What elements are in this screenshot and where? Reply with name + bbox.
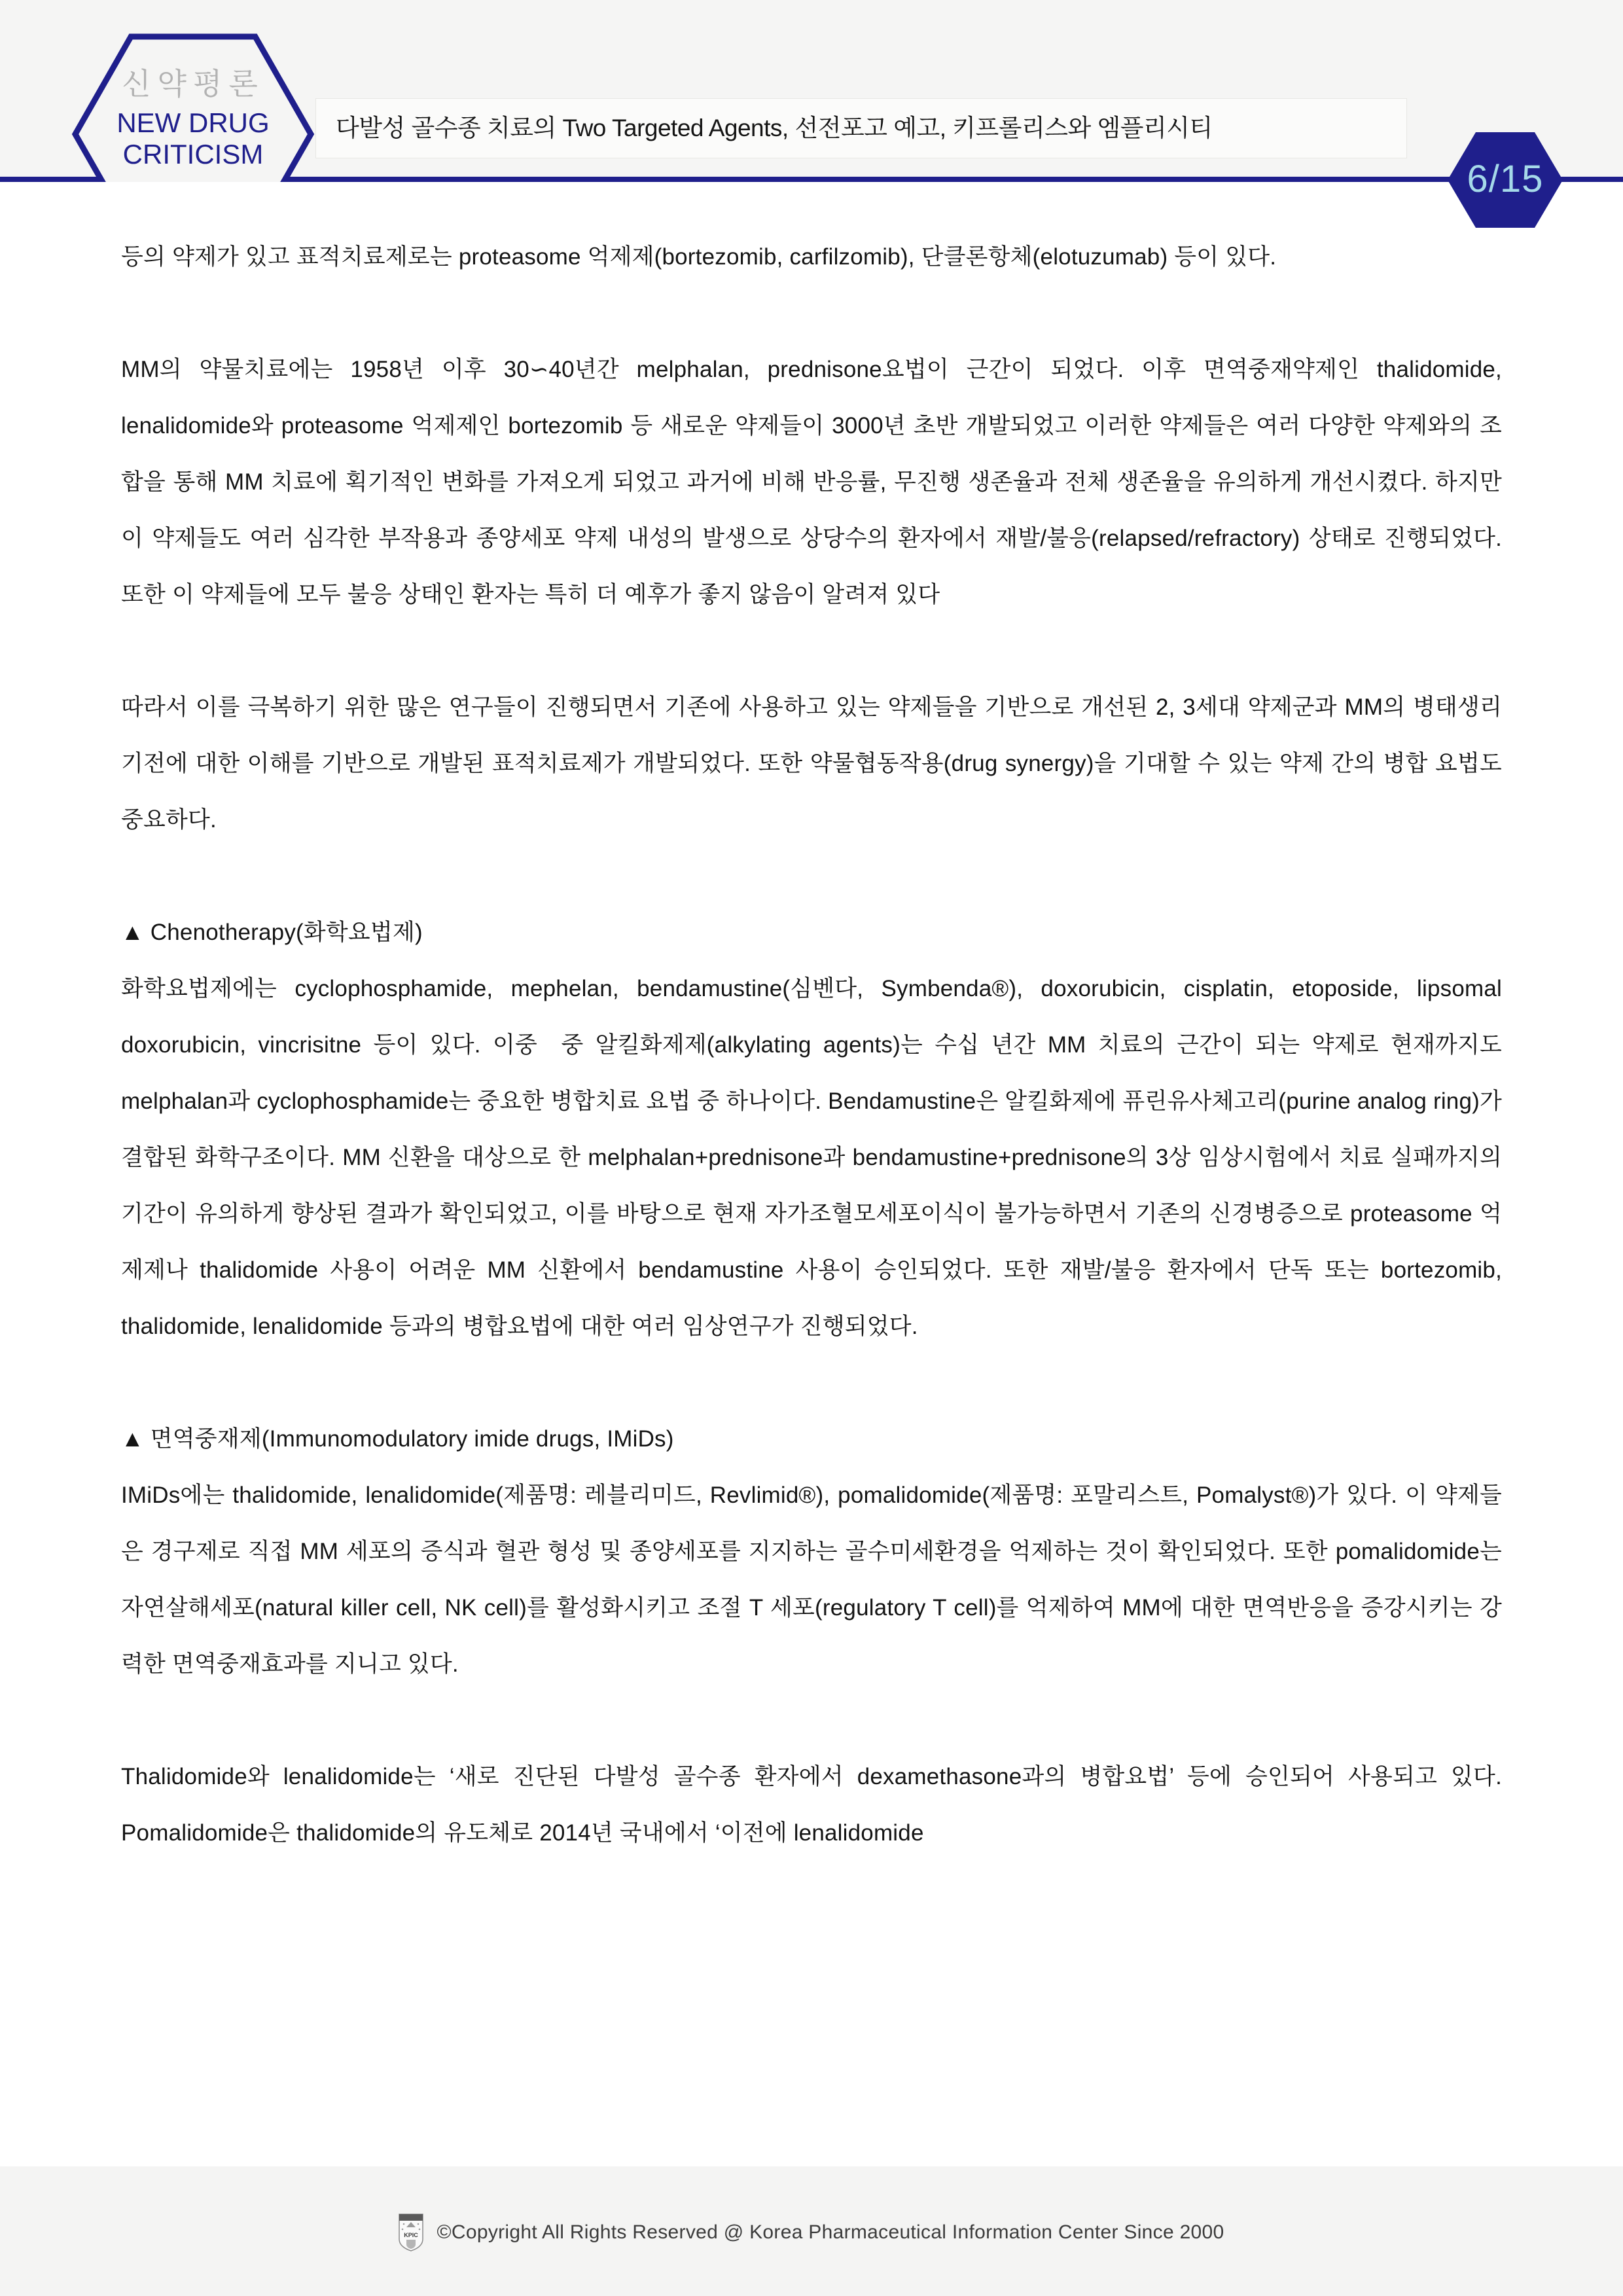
page-number-badge xyxy=(1446,131,1564,229)
page-footer xyxy=(0,2166,1623,2296)
body-paragraph: MM의 약물치료에는 1958년 이후 30∽40년간 melphalan, prednisone요법이 근간이 되었다. 이후 면역중재약제인 thalidomide, lenalidomide와 proteasome 억제제인 bortezomib 등 새로운 약제들이 3000년 초반 개발되었고 이러한 약제들은 여러 다양한 약제와의 조합을 통해 MM 치료에 획기적인 변화를 가져오게 되었고 과거에 비해 반응률, 무진행 생존율과 전체 생존율을 유의하게 개선시켰다. 하지만 이 약제들도 여러 심각한 부작용과 종양세포 약제 내성의 발생으로 상당수의 환자에서 재발/불응(relapsed/refractory) 상태로 진행되었다. 또한 이 약제들에 모두 불응 상태인 환자는 특히 더 예후가 좋지 않음이 알려져 있다 xyxy=(121,357,1508,607)
body-paragraph: 화학요법제에는 cyclophosphamide, mephelan, bendamustine(심벤다, Symbenda®), doxorubicin, cisplatin, etoposide, lipsomal doxorubicin, vincrisitne 등이 있다. 이중 중 알킬화제제(alkylating agents)는 수십 년간 MM 치료의 근간이 되는 약제로 현재까지도 melphalan과 cyclophosphamide는 중요한 병합치료 요법 중 하나이다. Bendamustine은 알킬화제에 퓨린유사체고리(purine analog ring)가 결합된 화학구조이다. MM 신환을 대상으로 한 melphalan+prednisone과 bendamustine+prednisone의 3상 임상시험에서 치료 실패까지의 기간이 유의하게 향상된 결과가 확인되었고, 이를 바탕으로 현재 자가조혈모세포이식이 불가능하면서 기존의 신경병증으로 proteasome 억제제나 thalidomide 사용이 어려운 MM 신환에서 bendamustine 사용이 승인되었다. 또한 재발/불응 환자에서 단독 또는 bortezomib, thalidomide, lenalidomide 등과의 병합요법에 대한 여러 임상연구가 진행되었다. xyxy=(121,976,1508,1339)
body-paragraph: IMiDs에는 thalidomide, lenalidomide(제품명: 레블리미드, Revlimid®), pomalidomide(제품명: 포말리스트, Pomalyst®)가 있다. 이 약제들은 경구제로 직접 MM 세포의 증식과 혈관 형성 및 종양세포를 지지하는 골수미세환경을 억제하는 것이 확인되었다. 또한 pomalidomide는 자연살해세포(natural killer cell, NK cell)를 활성화시키고 조절 T 세포(regulatory T cell)를 억제하여 MM에 대한 면역반응을 증강시키는 강력한 면역중재효과를 지니고 있다. xyxy=(121,1482,1508,1677)
body-paragraph: 따라서 이를 극복하기 위한 많은 연구들이 진행되면서 기존에 사용하고 있는 약제들을 기반으로 개선된 2, 3세대 약제군과 MM의 병태생리기전에 대한 이해를 기반으로 개발된 표적치료제가 개발되었다. 또한 약물협동작용(drug synergy)을 기대할 수 있는 약제 간의 병합 요법도 중요하다. xyxy=(121,694,1508,833)
body-paragraph: Thalidomide와 lenalidomide는 ‘새로 진단된 다발성 골수종 환자에서 dexamethasone과의 병합요법’ 등에 승인되어 사용되고 있다. Pomalidomide은 thalidomide의 유도체로 2014년 국내에서 ‘이전에 lenalidomide xyxy=(121,1764,1508,1846)
logo-english-line1: NEW DRUG xyxy=(116,107,270,138)
brand-logo xyxy=(69,31,317,182)
article-body xyxy=(121,182,1508,1918)
kpic-shield-icon xyxy=(399,2214,423,2251)
body-paragraph: 등의 약제가 있고 표적치료제로는 proteasome 억제제(bortezomib, carfilzomib), 단클론항체(elotuzumab) 등이 있다. xyxy=(121,244,1277,270)
page-number: 6/15 xyxy=(1467,158,1544,200)
copyright-text: ©Copyright All Rights Reserved @ Korea Pharmaceutical Information Center Since 2000 xyxy=(437,2221,1224,2243)
svg-text:KPIC: KPIC xyxy=(404,2232,419,2238)
article-title-box xyxy=(315,98,1407,158)
page-header xyxy=(0,0,1623,200)
section-heading-chemotherapy: ▲ Chenotherapy(화학요법제) xyxy=(121,920,423,945)
article-title: 다발성 골수종 치료의 Two Targeted Agents, 선전포고 예고, 키프롤리스와 엠플리시티 xyxy=(336,115,1213,141)
footer-content xyxy=(0,2214,1623,2251)
logo-korean-text: 신약평론 xyxy=(122,67,264,101)
section-heading-imids: ▲ 면역중재제(Immunomodulatory imide drugs, IMiDs) xyxy=(121,1426,674,1452)
logo-english-line2: CRITICISM xyxy=(122,139,264,170)
